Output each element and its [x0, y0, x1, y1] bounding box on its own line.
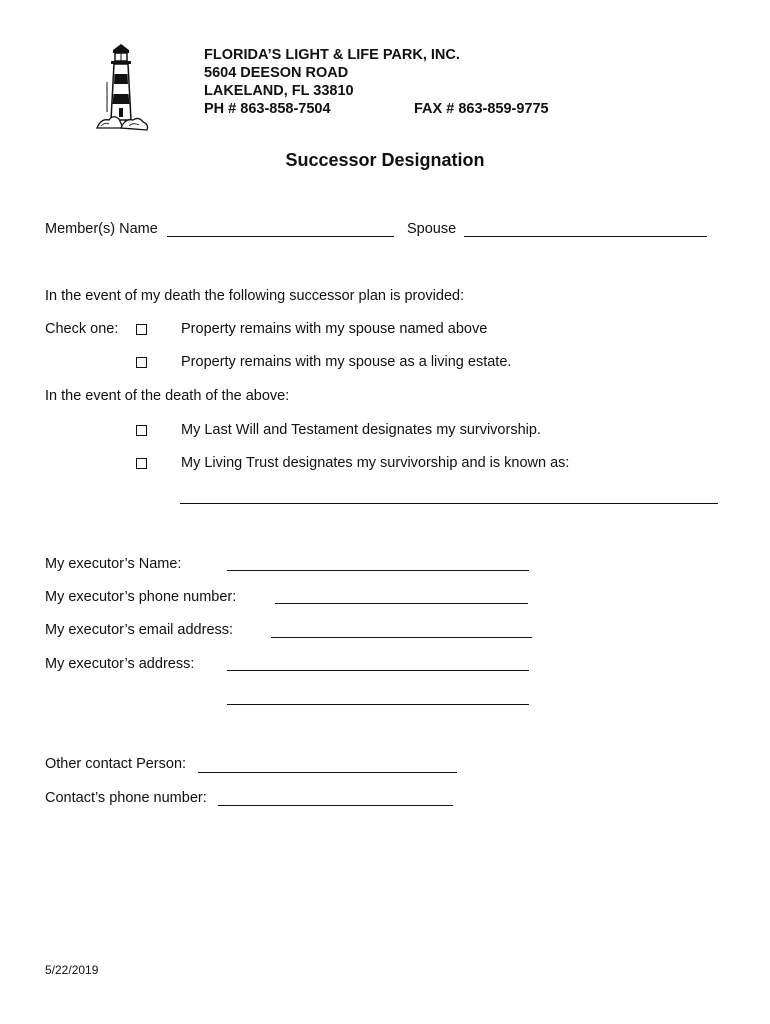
option-living-trust-label: My Living Trust designates my survivorship and is known as: [181, 455, 570, 471]
org-name: FLORIDA’S LIGHT & LIFE PARK, INC. [204, 47, 460, 63]
page-title: Successor Designation [285, 150, 485, 170]
executor-phone-field[interactable] [275, 603, 528, 604]
executor-name-field[interactable] [227, 570, 529, 571]
lighthouse-logo [95, 42, 151, 132]
intro-text: In the event of my death the following successor plan is provided: [45, 288, 465, 304]
other-contact-label: Other contact Person: [45, 756, 187, 772]
executor-phone-label: My executor’s phone number: [45, 589, 237, 605]
executor-email-label: My executor’s email address: [45, 622, 234, 638]
option-living-estate-label: Property remains with my spouse as a living estate. [181, 354, 512, 370]
option-spouse-named-checkbox[interactable] [136, 324, 147, 335]
org-street: 5604 DEESON ROAD [204, 65, 349, 81]
footer-date: 5/22/2019 [45, 963, 99, 977]
org-fax: FAX # 863-859-9775 [414, 101, 549, 117]
spouse-field[interactable] [464, 236, 707, 237]
executor-name-label: My executor’s Name: [45, 556, 182, 572]
option-living-estate-checkbox[interactable] [136, 357, 147, 368]
other-contact-field[interactable] [198, 772, 457, 773]
living-trust-name-field[interactable] [180, 503, 718, 504]
executor-address-field-2[interactable] [227, 704, 529, 705]
member-name-label: Member(s) Name [45, 221, 158, 237]
contact-phone-label: Contact’s phone number: [45, 790, 207, 806]
org-city: LAKELAND, FL 33810 [204, 83, 354, 99]
org-phone: PH # 863-858-7504 [204, 101, 331, 117]
option-living-trust-checkbox[interactable] [136, 458, 147, 469]
executor-email-field[interactable] [271, 637, 532, 638]
spouse-label: Spouse [407, 221, 457, 237]
option-spouse-named-label: Property remains with my spouse named above [181, 321, 488, 337]
option-last-will-checkbox[interactable] [136, 425, 147, 436]
check-one-label: Check one: [45, 321, 119, 337]
member-name-field[interactable] [167, 236, 394, 237]
death-above-text: In the event of the death of the above: [45, 388, 290, 404]
executor-address-label: My executor’s address: [45, 656, 195, 672]
executor-address-field-1[interactable] [227, 670, 529, 671]
option-last-will-label: My Last Will and Testament designates my survivorship. [181, 422, 541, 438]
contact-phone-field[interactable] [218, 805, 453, 806]
